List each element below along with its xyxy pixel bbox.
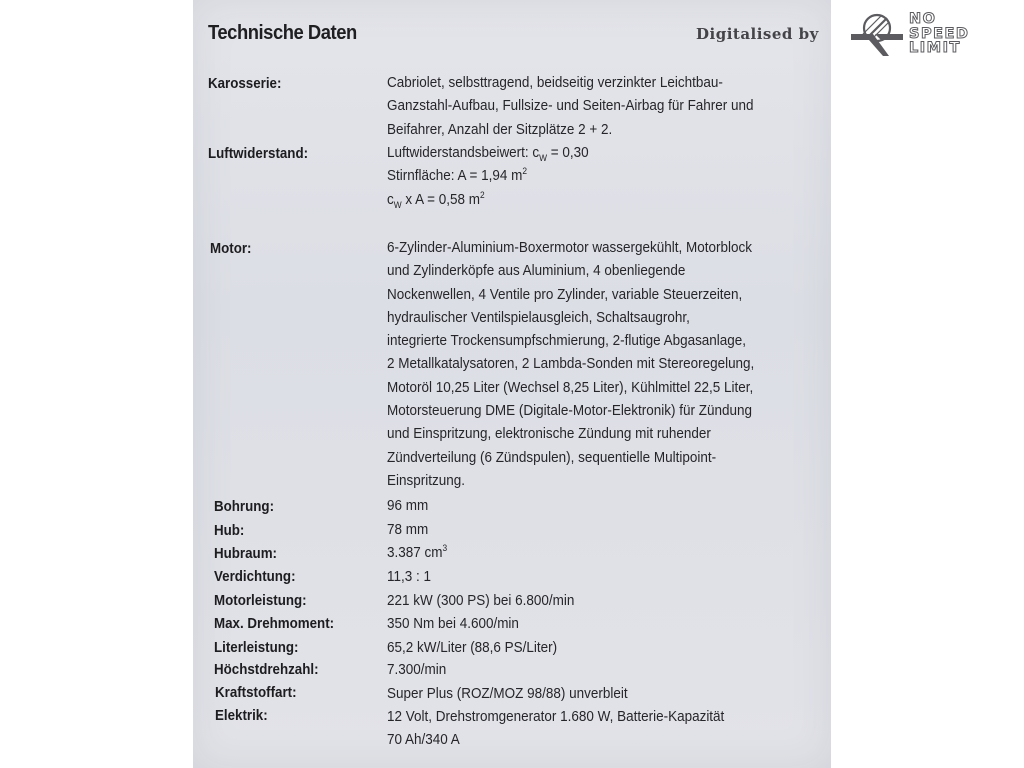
spec-line-cwa: $c_W$ x A = 0,58 $m^2$ — [387, 189, 485, 210]
no-speed-limit-logo — [849, 10, 999, 58]
spec-line: integrierte Trockensumpfschmierung, 2-flutige Abgasanlage, — [387, 333, 747, 350]
spec-value-literleistung: 65,2 kW/Liter (88,6 PS/Liter) — [387, 640, 558, 656]
spec-value-elektrik — [387, 706, 724, 753]
spec-line: Motoröl 10,25 Liter (Wechsel 8,25 Liter), Kühlmittel 22,5 Liter, — [387, 379, 754, 396]
spec-line: Nockenwellen, 4 Ventile pro Zylinder, variable Steuerzeiten, — [387, 286, 743, 303]
spec-label-verdichtung: Verdichtung: — [214, 569, 296, 585]
spec-value-verdichtung: 11,3 : 1 — [387, 569, 431, 585]
spec-value-hoechstdrehzahl: 7.300/min — [387, 662, 447, 678]
spec-line: 2 Metallkatalysatoren, 2 Lambda-Sonden mit Stereoregelung, — [387, 356, 755, 373]
spec-label-motorleistung: Motorleistung: — [214, 593, 307, 609]
spec-value-motor — [387, 237, 754, 493]
spec-label-motor: Motor: — [210, 241, 252, 257]
spec-line-cw: Luftwiderstandsbeiwert: $c_W = 0,30$ — [387, 145, 589, 163]
spec-value-bohrung: 96 mm — [387, 498, 429, 514]
spec-line: 70 Ah/340 A — [387, 732, 460, 749]
spec-label-literleistung: Literleistung: — [214, 640, 299, 656]
logo-text — [909, 12, 969, 56]
spec-line: hydraulischer Ventilspielausgleich, Schaltsaugrohr, — [387, 309, 690, 326]
spec-value-drehmoment: 350 Nm bei 4.600/min — [387, 616, 519, 632]
spec-label-hub: Hub: — [214, 523, 245, 539]
spec-line: und Zylinderköpfe aus Aluminium, 4 obenliegende — [387, 263, 686, 280]
spec-label-karosserie: Karosserie: — [208, 76, 282, 92]
no-speed-limit-logo-icon — [849, 10, 905, 58]
spec-label-luftwiderstand: Luftwiderstand: — [208, 146, 309, 162]
spec-label-elektrik: Elektrik: — [215, 708, 268, 724]
spec-label-hubraum: Hubraum: — [214, 546, 278, 562]
spec-value-luftwiderstand — [387, 142, 589, 212]
spec-value-hub: 78 mm — [387, 522, 429, 538]
spec-line: Einspritzung. — [387, 472, 465, 489]
spec-label-kraftstoffart: Kraftstoffart: — [215, 685, 297, 701]
spec-value-hubraum: 3.387 $cm^3$ — [387, 543, 448, 561]
logo-line-1: NO — [909, 11, 937, 27]
page-title: Technische Daten — [208, 22, 357, 44]
spec-label-bohrung: Bohrung: — [214, 499, 275, 515]
spec-value-motorleistung: 221 kW (300 PS) bei 6.800/min — [387, 593, 575, 609]
spec-line: Beifahrer, Anzahl der Sitzplätze 2 + 2. — [387, 121, 613, 138]
logo-line-2: SPEED — [909, 25, 970, 42]
spec-line: Motorsteuerung DME (Digitale-Motor-Elektronik) für Zündung — [387, 403, 752, 420]
spec-value-karosserie — [387, 72, 754, 142]
spec-line: 6-Zylinder-Aluminium-Boxermotor wassergekühlt, Motorblock — [387, 240, 752, 256]
spec-line: und Einspritzung, elektronische Zündung mit ruhender — [387, 426, 711, 443]
spec-line: 12 Volt, Drehstromgenerator 1.680 W, Batterie-Kapazität — [387, 709, 725, 725]
spec-line: Cabriolet, selbsttragend, beidseitig verzinkter Leichtbau- — [387, 75, 723, 91]
spec-line: Ganzstahl-Aufbau, Fullsize- und Seiten-Airbag für Fahrer und — [387, 98, 754, 115]
spec-label-hoechstdrehzahl: Höchstdrehzahl: — [214, 662, 319, 678]
spec-label-drehmoment: Max. Drehmoment: — [214, 616, 335, 632]
digitalised-by-credit: Digitalised by — [696, 25, 819, 43]
logo-line-3: LIMIT — [909, 40, 961, 56]
spec-line: Zündverteilung (6 Zündspulen), sequentielle Multipoint- — [387, 449, 717, 466]
spec-value-kraftstoffart: Super Plus (ROZ/MOZ 98/88) unverbleit — [387, 686, 628, 702]
spec-line-stirnflaeche: Stirnfläche: A = 1,94 $m^2$ — [387, 166, 527, 185]
